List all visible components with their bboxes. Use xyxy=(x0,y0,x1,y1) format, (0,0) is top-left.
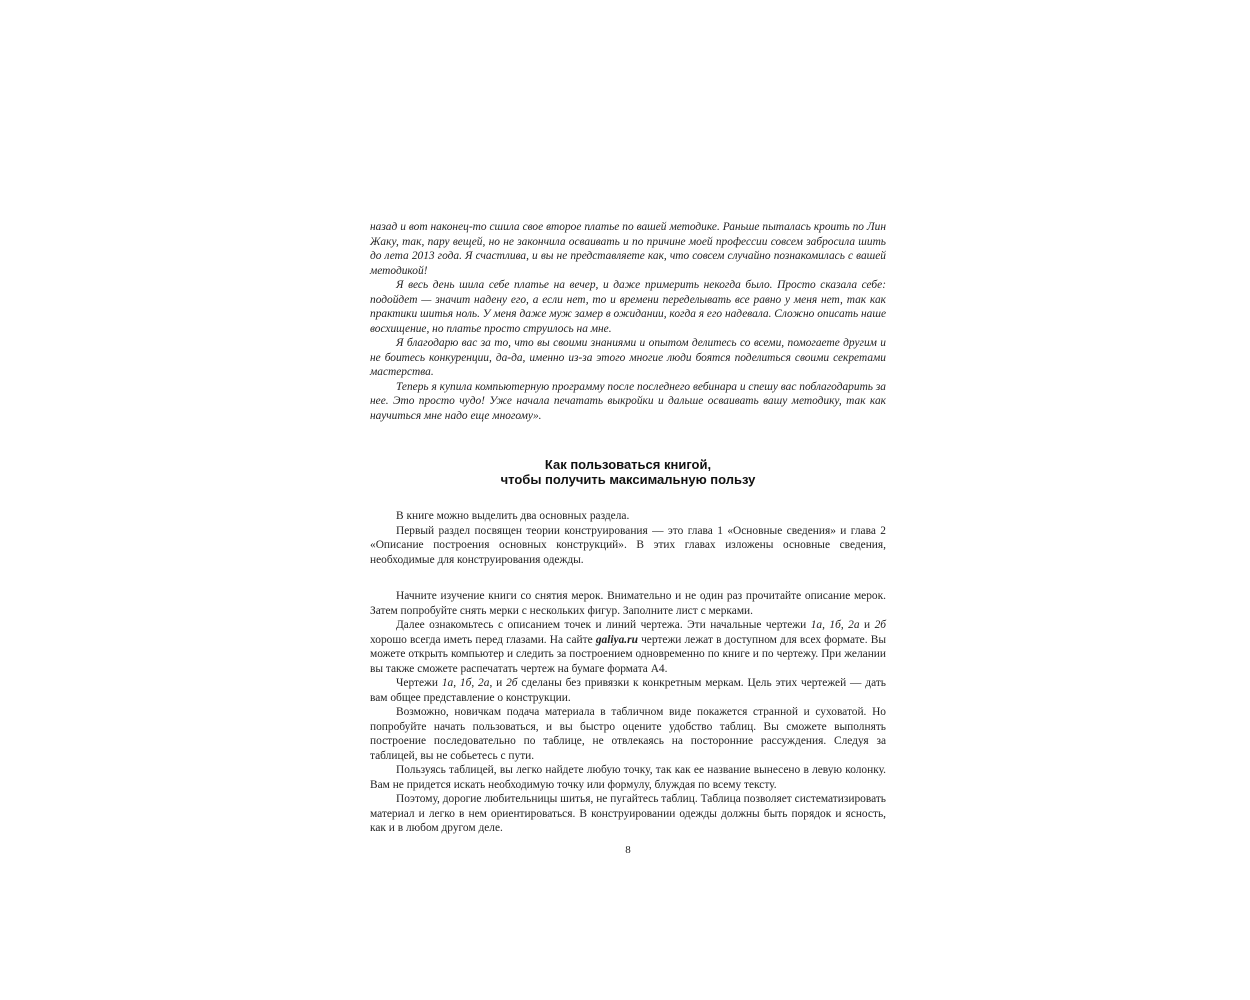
text-run: , и xyxy=(489,677,507,689)
section-heading-line: Как пользоваться книгой, xyxy=(544,457,712,472)
body-paragraph xyxy=(370,676,886,705)
book-page xyxy=(370,220,886,856)
body-paragraph xyxy=(370,618,886,676)
text-run: и xyxy=(859,619,875,631)
section-heading-line: чтобы получить максимальную пользу xyxy=(500,472,756,487)
body-text xyxy=(370,509,886,836)
body-paragraph: Поэтому, дорогие любительницы шитья, не пугайтесь таблиц. Таблица позволяет систематизировать материал и легко в нем ориентироваться. В конструировании одежды должны быть порядок и ясность, как и в любом другом деле. xyxy=(370,793,886,834)
testimonial-quote xyxy=(370,220,886,423)
drawing-ref: 2б xyxy=(506,677,518,689)
body-paragraph: Пользуясь таблицей, вы легко найдете любую точку, так как ее название вынесено в левую колонку. Вам не придется искать необходимую точку или формулу, блуждая по всему тексту. xyxy=(370,764,886,791)
testimonial-paragraph: Теперь я купила компьютерную программу после последнего вебинара и спешу вас поблагодарить за нее. Это просто чудо! Уже начала печатать выкройки и дальше осваивать вашу методику, так как научиться мне надо еще многому». xyxy=(370,380,886,422)
page-number: 8 xyxy=(625,843,631,856)
text-run: , xyxy=(840,619,849,631)
body-paragraph: В книге можно выделить два основных раздела. xyxy=(396,510,630,522)
testimonial-paragraph: Я весь день шила себе платье на вечер, и даже примерить некогда было. Просто сказала себе: подойдет — значит надену его, а если нет, то и времени переделывать все равно у меня нет, так как практики шитья ноль. У меня даже муж замер в ожидании, когда я его надевала. Сложно описать наше восхищение, но платье просто струилось на мне. xyxy=(370,279,887,335)
drawing-ref: 2б xyxy=(874,619,887,631)
text-run: , xyxy=(822,619,830,631)
testimonial-paragraph: назад и вот наконец-то сшила свое второе платье по вашей методике. Раньше пыталась кроить по Лин Жаку, так, пару вещей, но не закончила осваивать и по причине моей профессии совсем забросила шить до лета 2013 года. Я счастлива, и вы не представляете как, что совсем случайно познакомилась с вашей методикой! xyxy=(370,221,886,277)
text-run: , xyxy=(471,677,479,689)
text-run: хорошо всегда иметь перед глазами. На сайте xyxy=(370,633,596,646)
drawing-ref: 2а xyxy=(478,677,490,689)
site-name: galiya.ru xyxy=(595,633,638,646)
body-paragraph: Возможно, новичкам подача материала в табличном виде покажется странной и суховатой. Но попробуйте начать пользоваться, и вы быстро оцените удобство таблиц. Вы сможете выполнять построение последовательно по таблице, не отвлекаясь на посторонние рассуждения. Следуя за таблицей, вы не собьетесь с пути. xyxy=(370,706,886,762)
drawing-ref: 2а xyxy=(848,619,860,631)
drawing-ref: 1а xyxy=(441,677,454,689)
drawing-ref: 1а xyxy=(810,619,823,631)
body-paragraph: Начните изучение книги со снятия мерок. Внимательно и не один раз прочитайте описание мерок. Затем попробуйте снять мерки с нескольких фигур. Заполните лист с мерками. xyxy=(370,590,886,617)
text-run: чертежи лежат в доступном для всех формате. Вы можете открыть компьютер и следить за построением одновременно по книге и по чертежу. При желании вы также сможете распечатать чертеж на бумаге формата А4. xyxy=(370,633,887,675)
drawing-ref: 1б xyxy=(829,619,841,631)
text-run: Далее ознакомьтесь с описанием точек и линий чертежа. Эти начальные чертежи xyxy=(396,619,811,631)
text-run: , xyxy=(453,677,460,689)
text-run: Чертежи xyxy=(396,677,442,689)
body-paragraph: Первый раздел посвящен теории конструирования — это глава 1 «Основные сведения» и глава 2 «Описание построения основных конструкций». В этих главах изложены основные сведения, необходимые для конструирования одежды. xyxy=(370,524,886,566)
testimonial-paragraph: Я благодарю вас за то, что вы своими знаниями и опытом делитесь со всеми, помогаете другим и не боитесь конкуренции, да-да, именно из-за этого многие люди боятся поделиться своими секретами мастерства. xyxy=(370,337,886,378)
drawing-ref: 1б xyxy=(459,677,472,689)
text-run: сделаны без привязки к конкретным меркам. Цель этих чертежей — дать вам общее представление о конструкции. xyxy=(370,677,886,704)
section-heading xyxy=(370,457,886,487)
